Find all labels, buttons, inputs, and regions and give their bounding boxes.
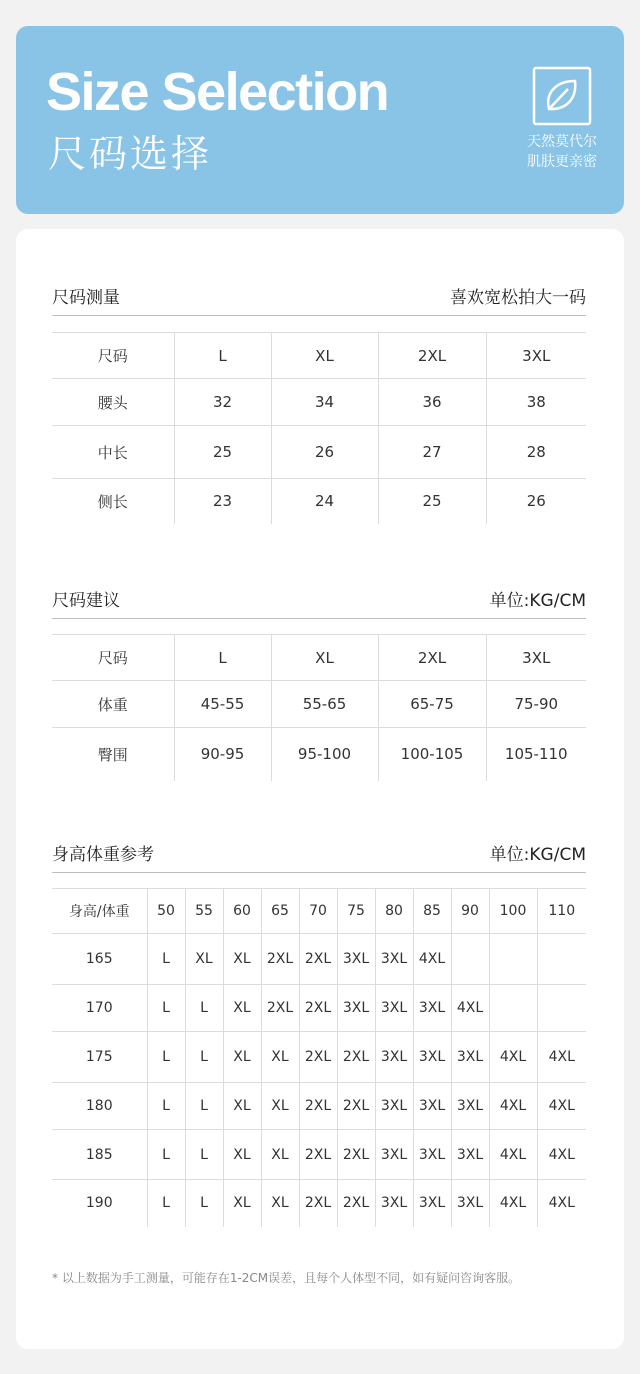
table-cell: 4XL xyxy=(413,934,451,985)
table-cell: 4XL xyxy=(489,1130,537,1180)
table-cell: XL xyxy=(223,1083,261,1130)
row-label: 体重 xyxy=(52,681,174,728)
table-cell: XL xyxy=(261,1130,299,1180)
table-cell: L xyxy=(147,1083,185,1130)
tagline-line-2: 肌肤更亲密 xyxy=(527,154,597,170)
row-label: 190 xyxy=(52,1180,147,1227)
header-cell: 65 xyxy=(261,889,299,934)
row-label: 臀围 xyxy=(52,728,174,781)
table-cell: 2XL xyxy=(299,1083,337,1130)
table-cell: 2XL xyxy=(337,1180,375,1227)
header-banner xyxy=(16,26,624,214)
header-cell: XL xyxy=(271,635,378,681)
table-cell: 3XL xyxy=(451,1180,489,1227)
row-label: 185 xyxy=(52,1130,147,1180)
row-label: 中长 xyxy=(52,426,174,479)
table-header-row xyxy=(52,635,586,681)
table-cell: XL xyxy=(261,1032,299,1083)
table-cell: 3XL xyxy=(451,1032,489,1083)
table-cell xyxy=(537,934,586,985)
table-cell: 27 xyxy=(378,426,486,479)
table-cell: 3XL xyxy=(413,1032,451,1083)
hw-title: 身高体重参考 xyxy=(52,845,154,865)
table-cell: 2XL xyxy=(299,985,337,1032)
table-row xyxy=(52,1032,586,1083)
header-cell: 75 xyxy=(337,889,375,934)
table-cell: L xyxy=(147,985,185,1032)
table-cell: XL xyxy=(261,1180,299,1227)
table-cell: 32 xyxy=(174,379,271,426)
table-cell: L xyxy=(147,1130,185,1180)
row-label: 腰头 xyxy=(52,379,174,426)
header-cell: 3XL xyxy=(486,333,586,379)
row-label: 165 xyxy=(52,934,147,985)
table-cell: 105-110 xyxy=(486,728,586,781)
table-header-row xyxy=(52,889,586,934)
table-cell: 2XL xyxy=(337,1032,375,1083)
table-cell: 55-65 xyxy=(271,681,378,728)
table-cell: XL xyxy=(261,1083,299,1130)
table-cell xyxy=(537,985,586,1032)
table-cell: 23 xyxy=(174,479,271,524)
table-cell: 3XL xyxy=(375,985,413,1032)
header-cell: 尺码 xyxy=(52,333,174,379)
footnote: * 以上数据为手工测量，可能存在1-2CM误差，且每个人体型不同，如有疑问咨询客服。 xyxy=(52,1271,521,1285)
table-cell: 4XL xyxy=(537,1032,586,1083)
table-cell: L xyxy=(185,1130,223,1180)
table-cell: 4XL xyxy=(537,1180,586,1227)
table-cell xyxy=(489,985,537,1032)
measure-title: 尺码测量 xyxy=(52,288,120,308)
table-cell: 26 xyxy=(271,426,378,479)
row-label: 180 xyxy=(52,1083,147,1130)
table-cell: 25 xyxy=(378,479,486,524)
table-cell: XL xyxy=(223,985,261,1032)
advice-table xyxy=(52,634,586,781)
table-header-row xyxy=(52,333,586,379)
measure-note: 喜欢宽松拍大一码 xyxy=(450,288,586,308)
table-row xyxy=(52,426,586,479)
table-cell: 3XL xyxy=(337,934,375,985)
hw-table xyxy=(52,888,586,1227)
table-cell: 3XL xyxy=(413,1180,451,1227)
table-row xyxy=(52,1083,586,1130)
header-cell: L xyxy=(174,333,271,379)
table-cell: 3XL xyxy=(375,934,413,985)
row-label: 170 xyxy=(52,985,147,1032)
row-label: 侧长 xyxy=(52,479,174,524)
table-cell: XL xyxy=(223,1180,261,1227)
table-cell: L xyxy=(147,1032,185,1083)
header-cell: 50 xyxy=(147,889,185,934)
table-cell: 2XL xyxy=(337,1130,375,1180)
header-cell: 60 xyxy=(223,889,261,934)
header-cell: 身高/体重 xyxy=(52,889,147,934)
table-cell: 2XL xyxy=(299,1032,337,1083)
table-cell: 95-100 xyxy=(271,728,378,781)
table-cell: 2XL xyxy=(261,985,299,1032)
row-label: 175 xyxy=(52,1032,147,1083)
header-cell: 尺码 xyxy=(52,635,174,681)
tagline xyxy=(502,132,622,172)
table-cell: 3XL xyxy=(375,1032,413,1083)
table-cell xyxy=(451,934,489,985)
header-cell: 85 xyxy=(413,889,451,934)
table-row xyxy=(52,681,586,728)
table-cell xyxy=(489,934,537,985)
measure-table xyxy=(52,332,586,524)
table-cell: 38 xyxy=(486,379,586,426)
table-row xyxy=(52,728,586,781)
table-cell: 34 xyxy=(271,379,378,426)
header-cell: 70 xyxy=(299,889,337,934)
table-cell: L xyxy=(185,1180,223,1227)
table-cell: L xyxy=(147,934,185,985)
table-cell: 3XL xyxy=(413,1130,451,1180)
table-cell: 3XL xyxy=(413,1083,451,1130)
table-cell: 3XL xyxy=(337,985,375,1032)
header-cell: 90 xyxy=(451,889,489,934)
table-cell: 24 xyxy=(271,479,378,524)
table-cell: L xyxy=(147,1180,185,1227)
table-cell: 4XL xyxy=(489,1180,537,1227)
table-row xyxy=(52,934,586,985)
table-cell: 2XL xyxy=(299,934,337,985)
hw-note: 单位:KG/CM xyxy=(489,845,586,865)
advice-header xyxy=(52,578,586,619)
table-cell: 4XL xyxy=(537,1083,586,1130)
table-cell: 3XL xyxy=(375,1180,413,1227)
hw-header xyxy=(52,832,586,873)
table-cell: 3XL xyxy=(451,1083,489,1130)
table-cell: L xyxy=(185,1083,223,1130)
table-cell: 75-90 xyxy=(486,681,586,728)
table-cell: XL xyxy=(223,1032,261,1083)
table-cell: 36 xyxy=(378,379,486,426)
table-cell: 90-95 xyxy=(174,728,271,781)
table-cell: XL xyxy=(223,1130,261,1180)
table-cell: 100-105 xyxy=(378,728,486,781)
header-cell: 2XL xyxy=(378,635,486,681)
table-cell: 3XL xyxy=(375,1083,413,1130)
table-cell: 4XL xyxy=(451,985,489,1032)
table-cell: 45-55 xyxy=(174,681,271,728)
table-cell: 3XL xyxy=(451,1130,489,1180)
size-card xyxy=(16,229,624,1349)
table-cell: 4XL xyxy=(489,1083,537,1130)
advice-note: 单位:KG/CM xyxy=(489,591,586,611)
table-cell: 25 xyxy=(174,426,271,479)
table-cell: 3XL xyxy=(375,1130,413,1180)
table-cell: 4XL xyxy=(489,1032,537,1083)
header-cell: 80 xyxy=(375,889,413,934)
table-row xyxy=(52,379,586,426)
table-cell: 28 xyxy=(486,426,586,479)
header-cell: 3XL xyxy=(486,635,586,681)
table-row xyxy=(52,1130,586,1180)
table-cell: 65-75 xyxy=(378,681,486,728)
table-cell: 2XL xyxy=(337,1083,375,1130)
table-cell: XL xyxy=(223,934,261,985)
table-cell: 2XL xyxy=(261,934,299,985)
table-cell: 2XL xyxy=(299,1180,337,1227)
table-cell: L xyxy=(185,1032,223,1083)
advice-title: 尺码建议 xyxy=(52,591,120,611)
header-cell: 2XL xyxy=(378,333,486,379)
table-cell: 2XL xyxy=(299,1130,337,1180)
header-cell: 55 xyxy=(185,889,223,934)
table-row xyxy=(52,479,586,524)
table-cell: XL xyxy=(185,934,223,985)
title-english: Size Selection xyxy=(46,62,389,122)
header-cell: 110 xyxy=(537,889,586,934)
table-cell: L xyxy=(185,985,223,1032)
table-cell: 3XL xyxy=(413,985,451,1032)
leaf-icon xyxy=(532,66,592,126)
title-chinese: 尺码选择 xyxy=(48,132,213,176)
table-cell: 4XL xyxy=(537,1130,586,1180)
tagline-line-1: 天然莫代尔 xyxy=(527,134,597,150)
header-cell: L xyxy=(174,635,271,681)
table-cell: 26 xyxy=(486,479,586,524)
table-row xyxy=(52,985,586,1032)
table-row xyxy=(52,1180,586,1227)
measure-header xyxy=(52,275,586,316)
header-cell: 100 xyxy=(489,889,537,934)
header-cell: XL xyxy=(271,333,378,379)
